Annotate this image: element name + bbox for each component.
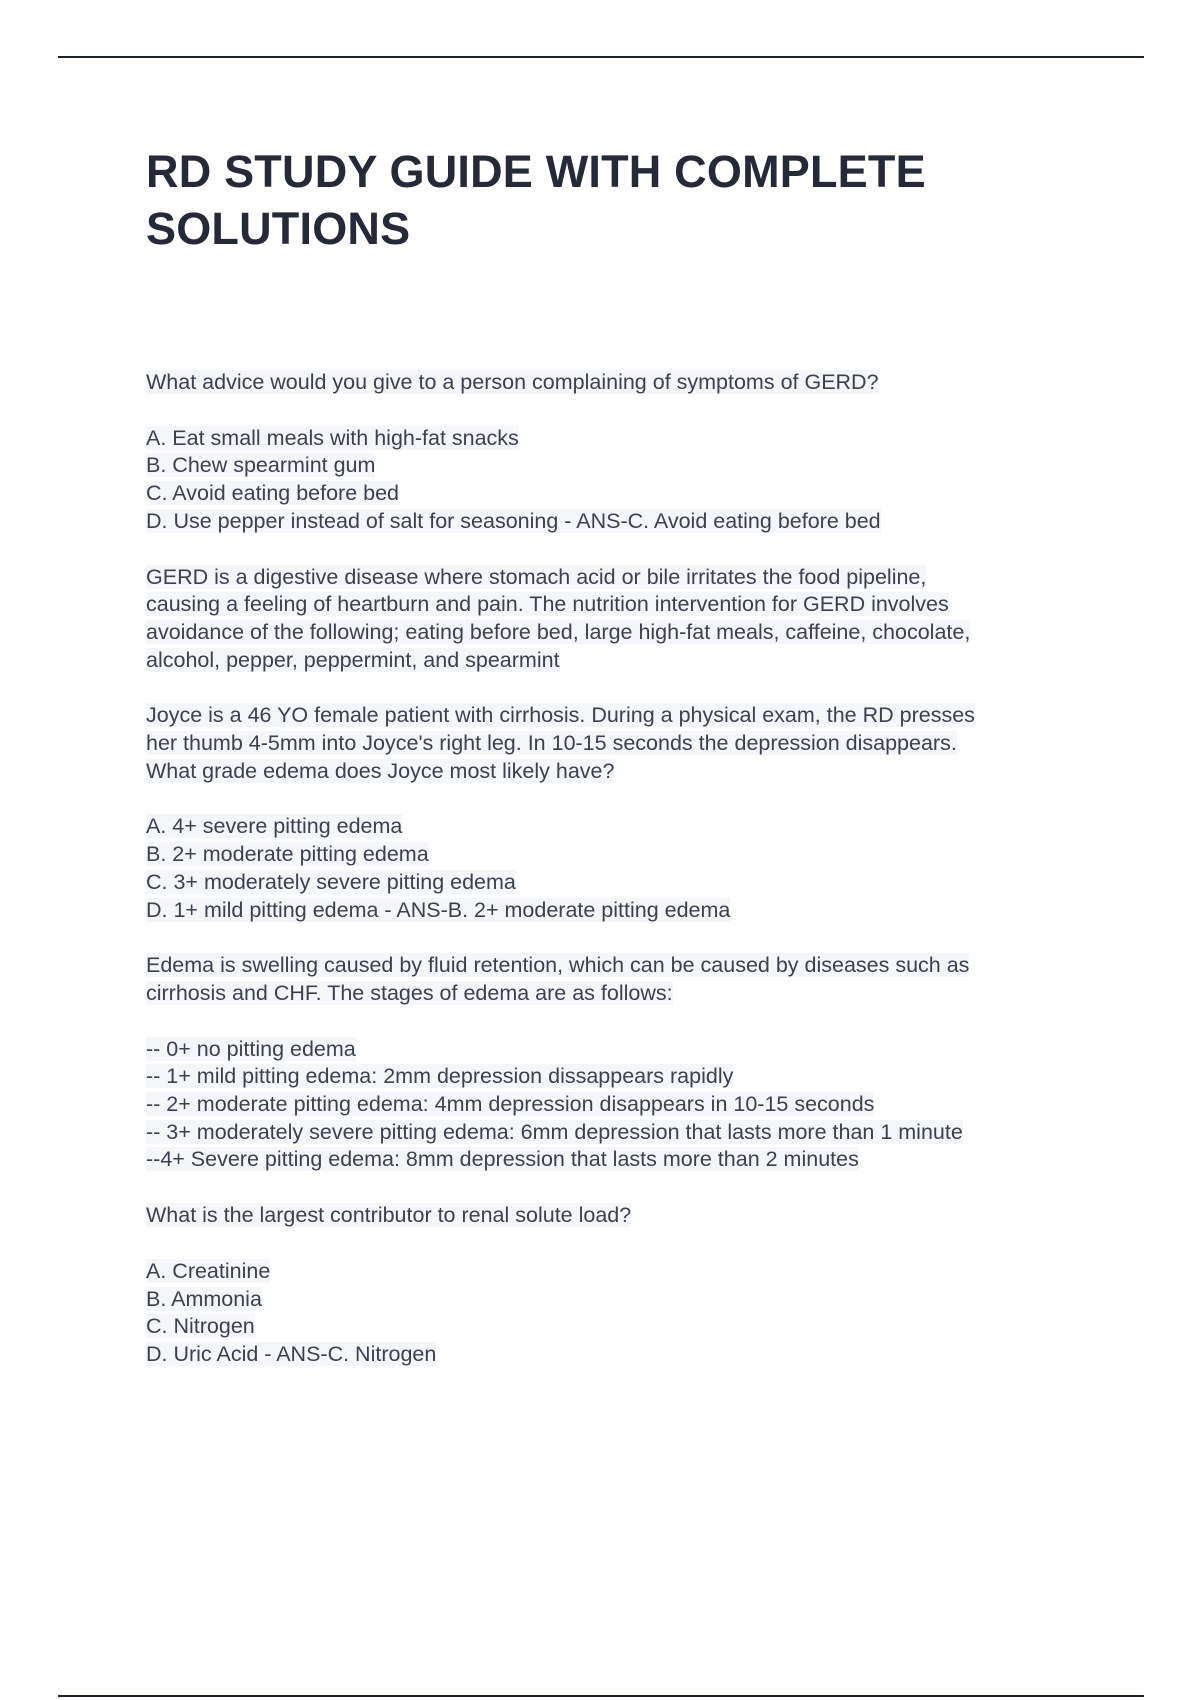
option-a: A. Creatinine [146, 1258, 271, 1283]
option-b: B. Ammonia [146, 1286, 262, 1311]
option-b: B. Chew spearmint gum [146, 453, 376, 478]
explanation-line: alcohol, pepper, peppermint, and spearmint [146, 647, 560, 672]
page-title [146, 143, 1106, 257]
question-3 [146, 1202, 1106, 1230]
explanation-line: avoidance of the following; eating before bed, large high-fat meals, caffeine, chocolate, [146, 619, 971, 644]
list-item: -- 2+ moderate pitting edema: 4mm depression disappears in 10-15 seconds [146, 1092, 875, 1117]
question-2-options [146, 813, 1106, 924]
question-text: What grade edema does Joyce most likely have? [146, 758, 615, 783]
question-text: her thumb 4-5mm into Joyce's right leg. In 10-15 seconds the depression disappears. [146, 731, 957, 756]
option-c: C. Nitrogen [146, 1314, 255, 1339]
title-line-1: RD STUDY GUIDE WITH COMPLETE [146, 146, 926, 197]
question-text: What is the largest contributor to renal solute load? [146, 1203, 632, 1228]
option-d-with-answer: D. Uric Acid - ANS-C. Nitrogen [146, 1341, 437, 1366]
explanation-line: cirrhosis and CHF. The stages of edema are as follows: [146, 980, 673, 1005]
option-b: B. 2+ moderate pitting edema [146, 842, 429, 867]
list-item: -- 1+ mild pitting edema: 2mm depression dissappears rapidly [146, 1064, 734, 1089]
explanation-line: Edema is swelling caused by fluid retention, which can be caused by diseases such as [146, 953, 970, 978]
question-3-options [146, 1258, 1106, 1369]
question-1-options [146, 425, 1106, 536]
question-1-explanation [146, 564, 1106, 675]
list-item: -- 0+ no pitting edema [146, 1036, 356, 1061]
question-2-explanation [146, 952, 1106, 1007]
option-c: C. 3+ moderately severe pitting edema [146, 869, 516, 894]
option-a: A. 4+ severe pitting edema [146, 814, 403, 839]
document-body [146, 369, 1106, 1397]
explanation-line: GERD is a digestive disease where stomach acid or bile irritates the food pipeline, [146, 564, 927, 589]
explanation-line: causing a feeling of heartburn and pain. The nutrition intervention for GERD involves [146, 592, 949, 617]
bottom-rule [58, 1695, 1144, 1697]
list-item: -- 3+ moderately severe pitting edema: 6mm depression that lasts more than 1 minute [146, 1119, 963, 1144]
question-2 [146, 702, 1106, 785]
question-text: Joyce is a 46 YO female patient with cirrhosis. During a physical exam, the RD presses [146, 703, 975, 728]
question-text: What advice would you give to a person complaining of symptoms of GERD? [146, 370, 879, 394]
option-a: A. Eat small meals with high-fat snacks [146, 425, 519, 450]
option-c: C. Avoid eating before bed [146, 481, 400, 506]
edema-stages-list [146, 1036, 1106, 1175]
title-line-2: SOLUTIONS [146, 203, 411, 254]
list-item: --4+ Severe pitting edema: 8mm depression that lasts more than 2 minutes [146, 1147, 859, 1172]
question-1 [146, 369, 1106, 397]
option-d-with-answer: D. 1+ mild pitting edema - ANS-B. 2+ moderate pitting edema [146, 897, 731, 922]
top-rule [58, 56, 1144, 58]
option-d-with-answer: D. Use pepper instead of salt for seasoning - ANS-C. Avoid eating before bed [146, 508, 881, 533]
